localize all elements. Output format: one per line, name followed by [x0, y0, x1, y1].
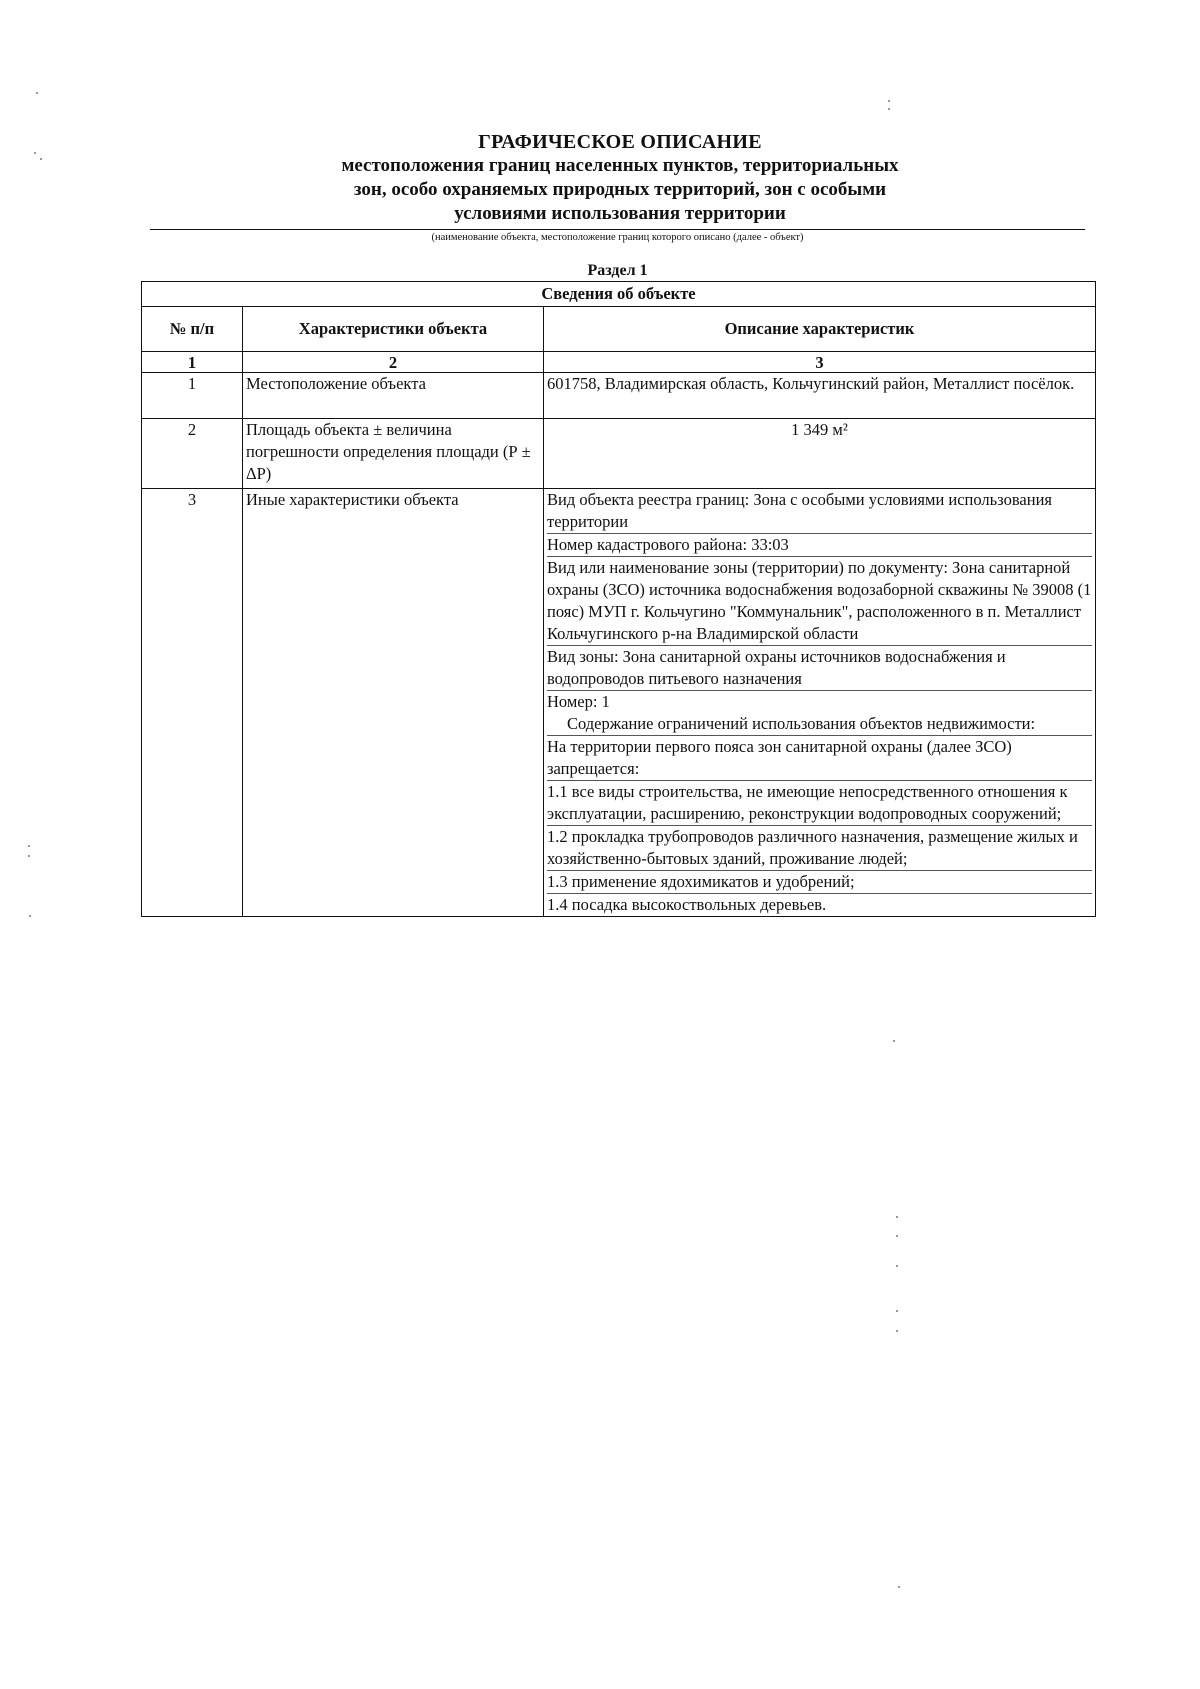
description-item: Вид зоны: Зона санитарной охраны источников водоснабжения и водопроводов питьевого назначения	[547, 645, 1092, 690]
description-item: 1.1 все виды строительства, не имеющие непосредственного отношения к эксплуатации, расширению, реконструкции водопроводных сооружений;	[547, 780, 1092, 825]
description-item: 1.2 прокладка трубопроводов различного назначения, размещение жилых и хозяйственно-бытовых зданий, проживание людей;	[547, 825, 1092, 870]
column-number: 3	[544, 352, 1096, 373]
table-row	[142, 489, 1096, 917]
object-info-table	[141, 281, 1096, 917]
document-header	[150, 130, 1090, 226]
scan-speck	[896, 1235, 898, 1237]
table-caption-row	[142, 282, 1096, 307]
column-number: 1	[142, 352, 243, 373]
scan-speck	[893, 1040, 895, 1042]
description-item: 1.3 применение ядохимикатов и удобрений;	[547, 870, 1092, 893]
section-title: Раздел 1	[587, 262, 648, 279]
row-description: 601758, Владимирская область, Кольчугинский район, Металлист посёлок.	[544, 373, 1096, 419]
scan-speck	[896, 1216, 898, 1218]
scan-speck	[40, 158, 42, 160]
scan-speck	[36, 92, 38, 94]
table-header-row	[142, 307, 1096, 352]
row-characteristic: Площадь объекта ± величина погрешности определения площади (Р ± ΔР)	[243, 419, 544, 489]
area-value: 1 349 м²	[544, 419, 1096, 489]
scan-speck	[896, 1330, 898, 1332]
scan-speck	[34, 152, 36, 154]
column-numbers-row	[142, 352, 1096, 373]
column-header-characteristic: Характеристики объекта	[243, 307, 544, 352]
row-number: 3	[142, 489, 243, 917]
row-characteristic: Местоположение объекта	[243, 373, 544, 419]
description-item: 1.4 посадка высокоствольных деревьев.	[547, 893, 1092, 916]
scan-speck	[28, 855, 30, 857]
row-number: 1	[142, 373, 243, 419]
description-item: Номер: 1	[547, 690, 1092, 713]
scan-speck	[896, 1265, 898, 1267]
description-item: Вид или наименование зоны (территории) по документу: Зона санитарной охраны (ЗСО) источника водоснабжения водозаборной скважины № 39008 (1 пояс) МУП г. Кольчугино "Коммунальник", расположенного в п. Металлист Кольчугинского р-на Владимирской области	[547, 558, 1092, 643]
scan-speck	[898, 1586, 900, 1588]
scan-speck	[28, 845, 30, 847]
description-item: Вид объекта реестра границ: Зона с особыми условиями использования территории	[547, 490, 1052, 531]
scan-speck	[888, 108, 890, 110]
object-caption: (наименование объекта, местоположение границ которого описано (далее - объект)	[431, 232, 804, 243]
description-item: Содержание ограничений использования объектов недвижимости:	[567, 714, 1036, 733]
scan-speck	[29, 915, 31, 917]
subtitle-line: условиями использования территории	[454, 203, 786, 224]
subtitle-line: местоположения границ населенных пунктов, территориальных	[341, 155, 899, 176]
row-description	[544, 489, 1096, 917]
row-number: 2	[142, 419, 243, 489]
row-characteristic: Иные характеристики объекта	[243, 489, 544, 917]
table-row	[142, 373, 1096, 419]
column-number: 2	[243, 352, 544, 373]
header-underline	[150, 229, 1085, 230]
table-caption: Сведения об объекте	[142, 282, 1096, 307]
column-header-number: № п/п	[142, 307, 243, 352]
scan-speck	[888, 100, 890, 102]
scan-speck	[896, 1310, 898, 1312]
subtitle-line: зон, особо охраняемых природных территорий, зон с особыми	[353, 179, 887, 200]
description-item: На территории первого пояса зон санитарной охраны (далее ЗСО) запрещается:	[547, 735, 1092, 780]
document-title: ГРАФИЧЕСКОЕ ОПИСАНИЕ	[478, 131, 762, 153]
description-item: Номер кадастрового района: 33:03	[547, 533, 1092, 556]
column-header-description: Описание характеристик	[544, 307, 1096, 352]
table-row	[142, 419, 1096, 489]
